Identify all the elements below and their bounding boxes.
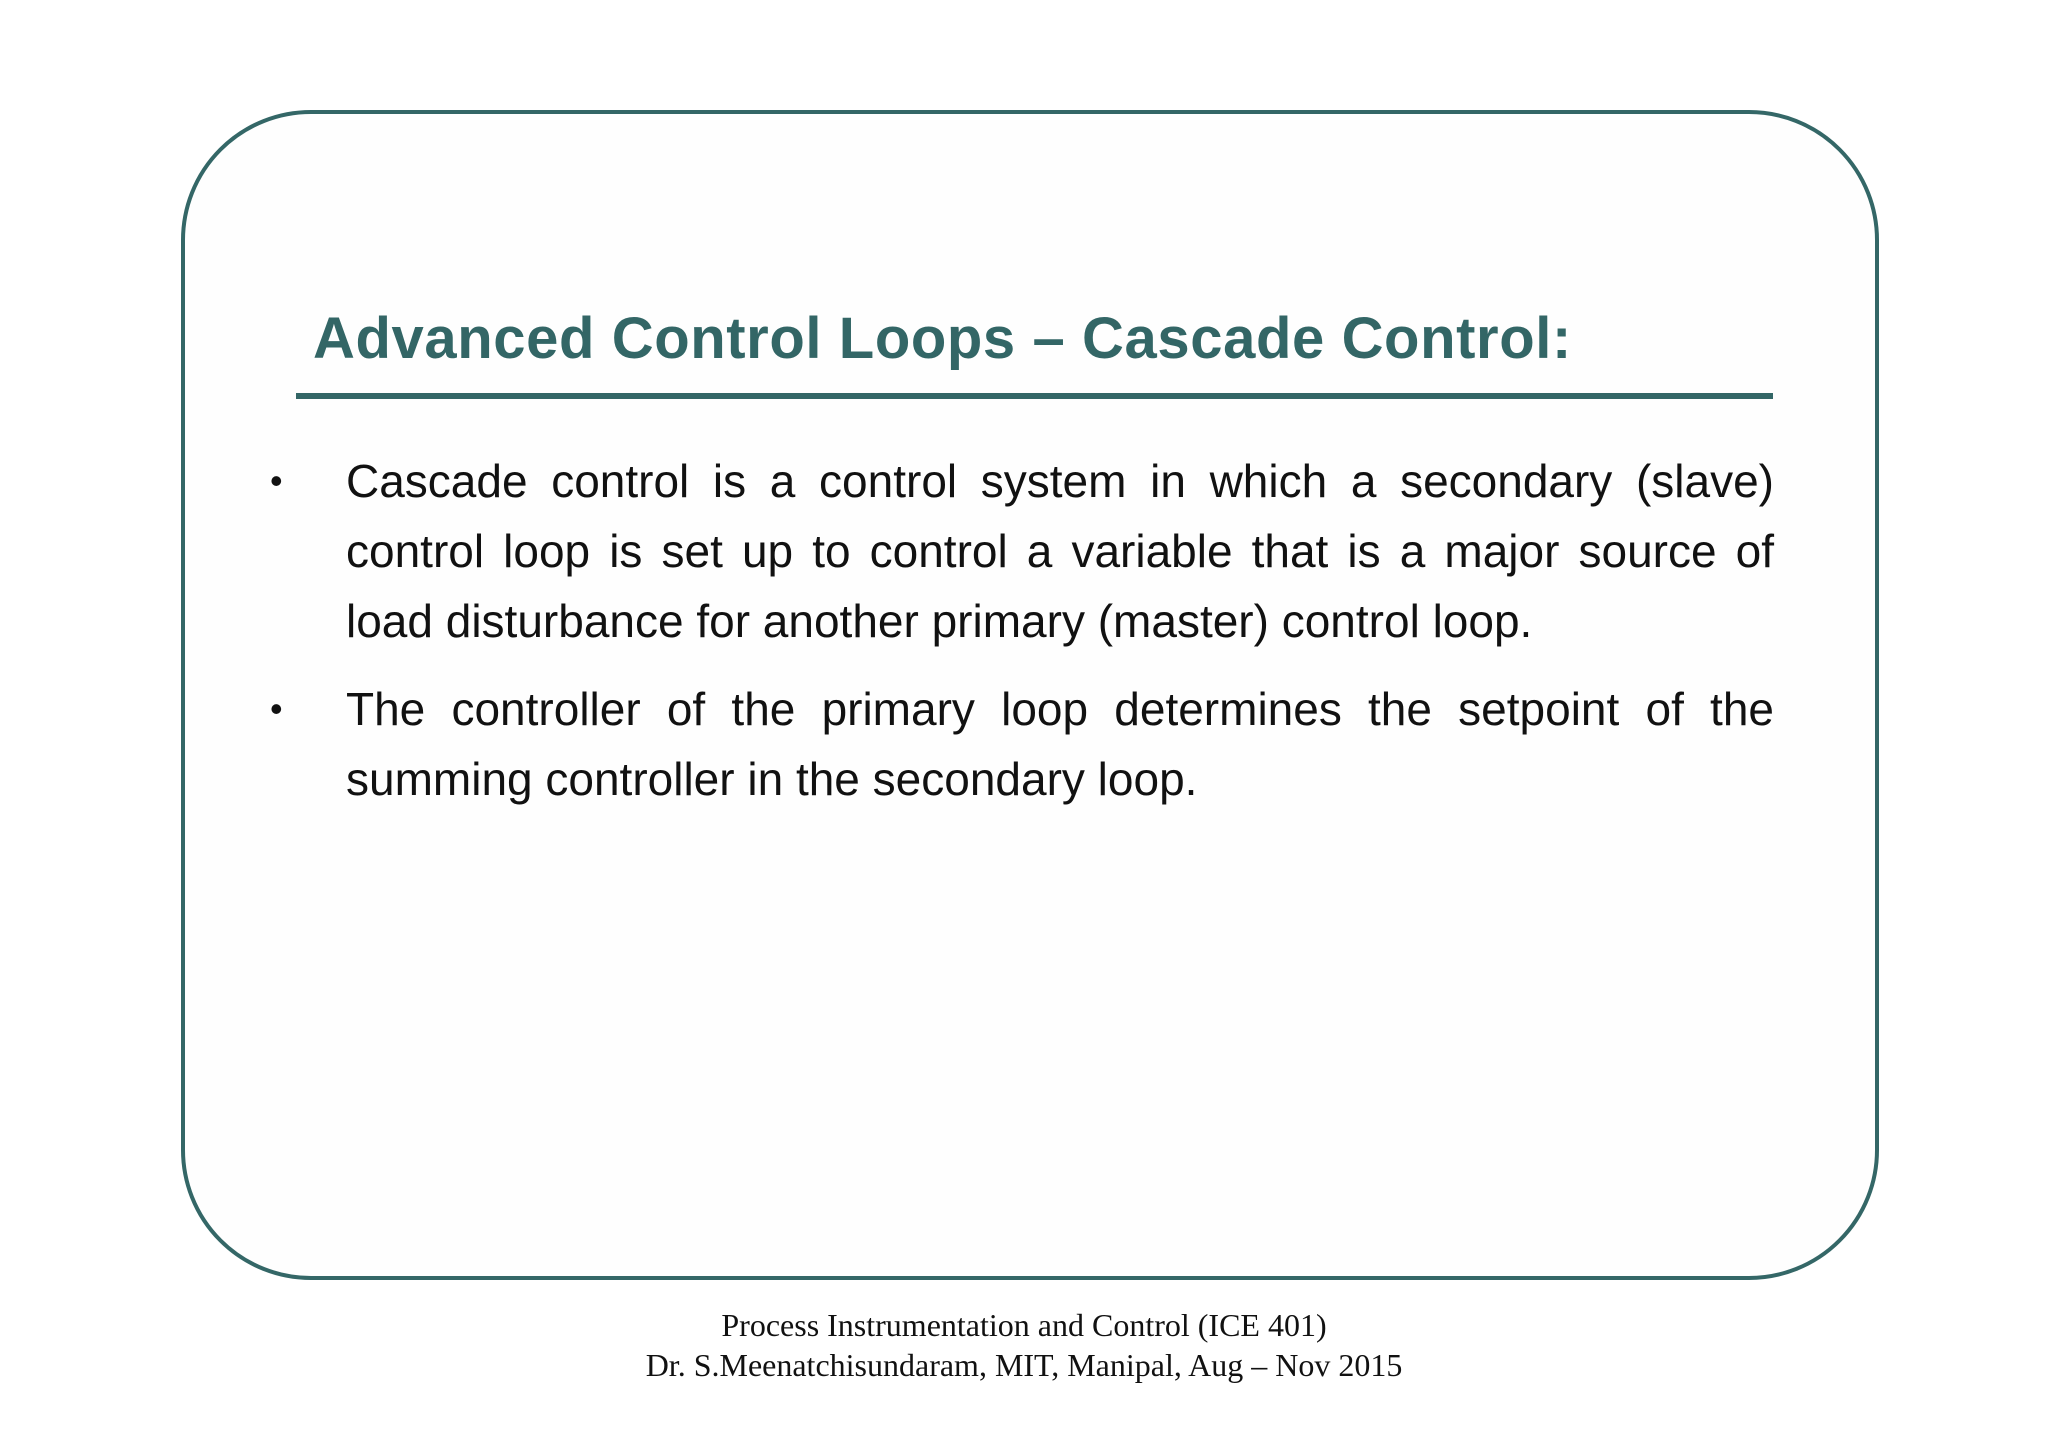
slide-title: Advanced Control Loops – Cascade Control: <box>313 306 1572 371</box>
slide-footer <box>0 1305 2048 1385</box>
bullet-text: The controller of the primary loop determines the setpoint of the summing controller in the secondary loop. <box>346 683 1774 805</box>
bullet-item <box>262 446 1774 656</box>
bullet-icon: • <box>270 460 283 501</box>
bullet-text: Cascade control is a control system in which a secondary (slave) control loop is set up to control a variable that is a major source of load disturbance for another primary (master) control loop. <box>346 455 1774 647</box>
footer-author: Dr. S.Meenatchisundaram, MIT, Manipal, Aug – Nov 2015 <box>645 1347 1403 1383</box>
bullet-icon: • <box>270 688 283 729</box>
footer-course: Process Instrumentation and Control (ICE 401) <box>721 1307 1327 1343</box>
title-underline <box>296 393 1773 399</box>
bullet-item <box>262 674 1774 814</box>
bullet-list <box>262 446 1774 832</box>
